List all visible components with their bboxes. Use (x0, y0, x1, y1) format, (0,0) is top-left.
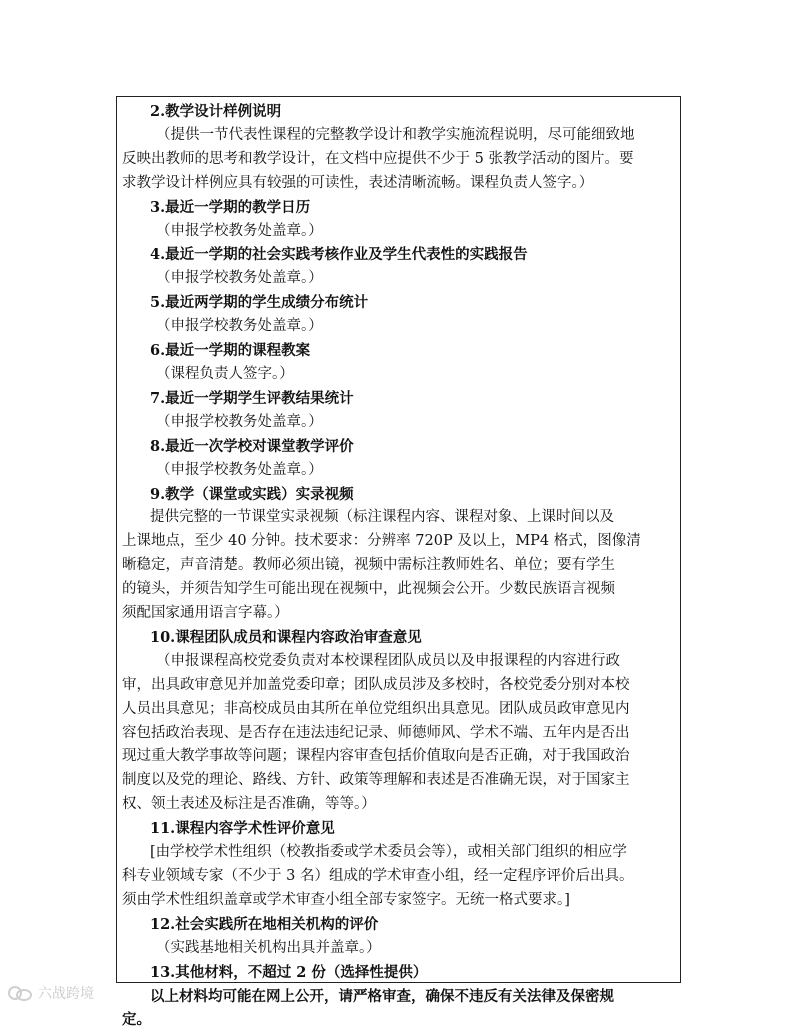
watermark-text: 六战跨境 (38, 986, 94, 1002)
document-body (122, 100, 678, 1032)
section-heading-line: 13.其他材料，不超过 2 份（选择性提供） (150, 963, 428, 981)
section-heading-line: 9.教学（课堂或实践）实录视频 (150, 485, 354, 503)
body-text-line: 审，出具政审意见并加盖党委印章；团队成员涉及多校时，各校党委分别对本校 (122, 676, 630, 693)
section-heading-line: 6.最近一学期的课程教案 (150, 342, 311, 360)
body-text-line: （申报学校教务处盖章。） (156, 461, 323, 478)
body-text-line: 上课地点，至少 40 分钟。技术要求：分辨率 720P 及以上，MP4 格式，图像清 (122, 533, 641, 550)
section-heading-line: 10.课程团队成员和课程内容政治审查意见 (150, 628, 422, 646)
body-text-line: 人员出具意见；非高校成员由其所在单位党组织出具意见。团队成员政审意见内 (122, 700, 630, 717)
section-heading-line: 11.课程内容学术性评价意见 (150, 820, 335, 838)
body-text-line: （课程负责人签字。） (156, 365, 294, 382)
section-heading-line: 7.最近一学期学生评教结果统计 (150, 389, 354, 407)
body-text-line: 的镜头，并须告知学生可能出现在视频中，此视频会公开。少数民族语言视频 (122, 581, 615, 598)
body-text-line: 反映出教师的思考和教学设计，在文档中应提供不少于 5 张教学活动的图片。要 (122, 150, 634, 167)
body-text-line: 现过重大教学事故等问题；课程内容审查包括价值取向是否正确，对于我国政治 (122, 748, 630, 765)
body-text-line: 权、领土表述及标注是否准确，等等。） (122, 796, 376, 813)
body-text-line: 求教学设计样例应具有较强的可读性，表述清晰流畅。课程负责人签字。） (122, 174, 594, 191)
body-text-line: [由学校学术性组织（校教指委或学术委员会等），或相关部门组织的相应学 (150, 844, 627, 861)
section-heading-line: 4.最近一学期的社会实践考核作业及学生代表性的实践报告 (150, 246, 528, 264)
body-text-line: 制度以及党的理论、路线、方针、政策等理解和表述是否准确无误，对于国家主 (122, 772, 630, 789)
section-heading-line: 以上材料均可能在网上公开，请严格审查，确保不违反有关法律及保密规 (150, 987, 614, 1005)
section-heading-line: 定。 (122, 1011, 151, 1029)
body-text-line: （申报学校教务处盖章。） (156, 270, 323, 287)
section-heading-line: 2.教学设计样例说明 (150, 103, 282, 120)
section-heading-line: 3.最近一学期的教学日历 (150, 198, 311, 216)
section-heading-line: 12.社会实践所在地相关机构的评价 (150, 915, 379, 933)
body-text-line: （申报学校教务处盖章。） (156, 413, 323, 430)
body-text-line: （申报学校教务处盖章。） (156, 318, 323, 335)
body-text-line: 科专业领域专家（不少于 3 名）组成的学术审查小组，经一定程序评价后出具。 (122, 868, 634, 884)
body-text-line: 须配国家通用语言字幕。） (122, 605, 289, 622)
body-text-line: （申报课程高校党委负责对本校课程团队成员以及申报课程的内容进行政 (156, 652, 620, 669)
body-text-line: 提供完整的一节课堂实录视频（标注课程内容、课程对象、上课时间以及 (150, 509, 614, 526)
body-text-line: 容包括政治表现、是否存在违法违纪记录、师德师风、学术不端、五年内是否出 (122, 724, 630, 741)
body-text-line: （实践基地相关机构出具并盖章。） (156, 939, 381, 956)
body-text-line: 须由学术性组织盖章或学术审查小组全部专家签字。无统一格式要求。] (122, 891, 570, 908)
watermark (8, 983, 94, 1003)
section-heading-line: 5.最近两学期的学生成绩分布统计 (150, 294, 369, 312)
body-text-line: （申报学校教务处盖章。） (156, 222, 323, 239)
body-text-line: （提供一节代表性课程的完整教学设计和教学实施流程说明，尽可能细致地 (156, 126, 635, 143)
watermark-logo-icon (8, 984, 34, 1002)
section-heading-line: 8.最近一次学校对课堂教学评价 (150, 437, 354, 455)
body-text-line: 晰稳定，声音清楚。教师必须出镜，视频中需标注教师姓名、单位；要有学生 (122, 557, 615, 574)
